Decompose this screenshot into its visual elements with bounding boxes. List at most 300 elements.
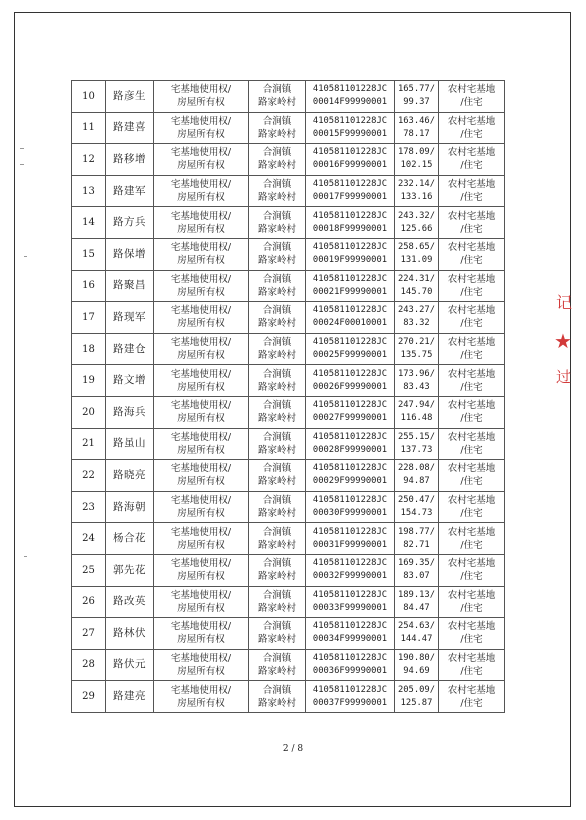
right-type-line: 宅基地使用权/ — [170, 589, 232, 601]
land-use-line: 农村宅基地 — [447, 115, 496, 127]
table-row — [72, 207, 505, 239]
right-type-line: 房屋所有权 — [177, 160, 225, 172]
right-type-line: 宅基地使用权/ — [170, 495, 232, 507]
unit-code-line: 00030F99990001 — [312, 508, 388, 519]
table-row — [72, 460, 505, 492]
area-line: 258.65/ — [397, 242, 436, 253]
location-line: 路家岭村 — [257, 508, 296, 520]
right-type-line: 房屋所有权 — [177, 444, 225, 456]
location-cell — [249, 554, 306, 586]
location-line: 路家岭村 — [257, 350, 296, 362]
right-type-cell — [154, 302, 249, 334]
right-type-line: 宅基地使用权/ — [170, 115, 232, 127]
location-cell — [249, 333, 306, 365]
area-line: 99.37 — [403, 97, 430, 108]
owner-name-cell: 路建亮 — [106, 681, 154, 713]
land-use-line: /住宅 — [460, 508, 483, 520]
table-row — [72, 428, 505, 460]
unit-code-line: 00017F99990001 — [312, 192, 388, 203]
right-type-cell — [154, 460, 249, 492]
right-type-line: 房屋所有权 — [177, 286, 225, 298]
location-cell — [249, 365, 306, 397]
owner-name-cell: 路保增 — [106, 238, 154, 270]
right-type-line: 房屋所有权 — [177, 634, 225, 646]
location-line: 合涧镇 — [262, 368, 292, 380]
unit-code-cell — [306, 81, 395, 113]
right-type-line: 房屋所有权 — [177, 223, 225, 235]
location-line: 路家岭村 — [257, 665, 296, 677]
location-line: 合涧镇 — [262, 179, 292, 191]
scan-speck — [20, 164, 24, 165]
right-type-line: 宅基地使用权/ — [170, 305, 232, 317]
scan-speck — [24, 556, 27, 557]
unit-code-cell — [306, 428, 395, 460]
owner-name-cell: 路彦生 — [106, 81, 154, 113]
location-line: 路家岭村 — [257, 223, 296, 235]
unit-code-line: 00037F99990001 — [312, 697, 388, 708]
right-type-cell — [154, 523, 249, 555]
area-cell — [395, 207, 439, 239]
area-cell — [395, 238, 439, 270]
land-use-cell — [439, 523, 505, 555]
land-use-line: /住宅 — [460, 97, 483, 109]
row-number-cell: 20 — [72, 396, 106, 428]
land-use-cell — [439, 460, 505, 492]
unit-code-cell — [306, 207, 395, 239]
location-line: 路家岭村 — [257, 128, 296, 140]
row-number-cell: 19 — [72, 365, 106, 397]
location-line: 路家岭村 — [257, 413, 296, 425]
land-use-line: 农村宅基地 — [447, 179, 496, 191]
land-use-cell — [439, 81, 505, 113]
area-line: 178.09/ — [397, 147, 436, 158]
table-row — [72, 523, 505, 555]
area-cell — [395, 144, 439, 176]
location-line: 合涧镇 — [262, 558, 292, 570]
location-line: 路家岭村 — [257, 160, 296, 172]
right-type-cell — [154, 112, 249, 144]
unit-code-cell — [306, 238, 395, 270]
land-use-line: /住宅 — [460, 602, 483, 614]
red-seal-fragment — [548, 286, 576, 386]
area-line: 189.13/ — [397, 589, 436, 600]
land-use-line: 农村宅基地 — [447, 463, 496, 475]
area-line: 116.48 — [400, 413, 433, 424]
right-type-line: 宅基地使用权/ — [170, 210, 232, 222]
area-line: 243.27/ — [397, 305, 436, 316]
area-line: 135.75 — [400, 350, 433, 361]
right-type-line: 宅基地使用权/ — [170, 558, 232, 570]
table-body — [72, 81, 505, 713]
area-line: 250.47/ — [397, 495, 436, 506]
location-line: 合涧镇 — [262, 305, 292, 317]
area-cell — [395, 491, 439, 523]
right-type-cell — [154, 365, 249, 397]
unit-code-cell — [306, 144, 395, 176]
unit-code-cell — [306, 460, 395, 492]
area-cell — [395, 175, 439, 207]
area-line: 131.09 — [400, 255, 433, 266]
owner-name-cell: 路改英 — [106, 586, 154, 618]
land-use-line: /住宅 — [460, 192, 483, 204]
unit-code-line: 00016F99990001 — [312, 160, 388, 171]
right-type-line: 宅基地使用权/ — [170, 147, 232, 159]
right-type-line: 房屋所有权 — [177, 571, 225, 583]
unit-code-line: 00014F99990001 — [312, 97, 388, 108]
location-line: 合涧镇 — [262, 589, 292, 601]
right-type-line: 宅基地使用权/ — [170, 84, 232, 96]
land-use-cell — [439, 270, 505, 302]
right-type-line: 宅基地使用权/ — [170, 621, 232, 633]
scan-speck — [20, 148, 24, 149]
area-cell — [395, 681, 439, 713]
area-cell — [395, 649, 439, 681]
land-use-line: 农村宅基地 — [447, 558, 496, 570]
unit-code-line: 00019F99990001 — [312, 255, 388, 266]
unit-code-line: 410581101228JC — [312, 526, 388, 537]
right-type-line: 宅基地使用权/ — [170, 431, 232, 443]
unit-code-line: 410581101228JC — [312, 463, 388, 474]
land-use-line: 农村宅基地 — [447, 652, 496, 664]
row-number-cell: 23 — [72, 491, 106, 523]
table-row — [72, 112, 505, 144]
unit-code-line: 00015F99990001 — [312, 128, 388, 139]
table-row — [72, 681, 505, 713]
row-number-cell: 11 — [72, 112, 106, 144]
land-use-line: /住宅 — [460, 665, 483, 677]
unit-code-line: 410581101228JC — [312, 495, 388, 506]
table-row — [72, 365, 505, 397]
unit-code-line: 00027F99990001 — [312, 413, 388, 424]
land-use-cell — [439, 681, 505, 713]
unit-code-cell — [306, 649, 395, 681]
seal-character: 记 — [556, 293, 573, 312]
location-line: 合涧镇 — [262, 337, 292, 349]
owner-name-cell: 路现军 — [106, 302, 154, 334]
row-number-cell: 17 — [72, 302, 106, 334]
area-line: 243.32/ — [397, 210, 436, 221]
right-type-line: 宅基地使用权/ — [170, 242, 232, 254]
land-use-cell — [439, 207, 505, 239]
area-cell — [395, 302, 439, 334]
right-type-cell — [154, 144, 249, 176]
row-number-cell: 28 — [72, 649, 106, 681]
right-type-line: 宅基地使用权/ — [170, 463, 232, 475]
land-use-line: /住宅 — [460, 444, 483, 456]
area-cell — [395, 523, 439, 555]
unit-code-line: 00018F99990001 — [312, 223, 388, 234]
row-number-cell: 10 — [72, 81, 106, 113]
location-cell — [249, 270, 306, 302]
unit-code-cell — [306, 112, 395, 144]
area-line: 94.69 — [403, 665, 430, 676]
land-use-cell — [439, 112, 505, 144]
right-type-line: 房屋所有权 — [177, 539, 225, 551]
right-type-cell — [154, 175, 249, 207]
area-line: 173.96/ — [397, 368, 436, 379]
land-use-line: /住宅 — [460, 286, 483, 298]
property-rights-table — [71, 80, 505, 713]
table-row — [72, 238, 505, 270]
right-type-line: 房屋所有权 — [177, 350, 225, 362]
location-cell — [249, 238, 306, 270]
row-number-cell: 15 — [72, 238, 106, 270]
area-cell — [395, 618, 439, 650]
owner-name-cell: 路移增 — [106, 144, 154, 176]
area-line: 102.15 — [400, 160, 433, 171]
right-type-line: 房屋所有权 — [177, 508, 225, 520]
land-use-line: 农村宅基地 — [447, 305, 496, 317]
unit-code-line: 410581101228JC — [312, 242, 388, 253]
row-number-cell: 25 — [72, 554, 106, 586]
location-line: 路家岭村 — [257, 697, 296, 709]
land-use-line: 农村宅基地 — [447, 495, 496, 507]
area-line: 83.43 — [403, 381, 430, 392]
owner-name-cell: 路文增 — [106, 365, 154, 397]
unit-code-cell — [306, 396, 395, 428]
owner-name-cell: 路海兵 — [106, 396, 154, 428]
area-line: 78.17 — [403, 128, 430, 139]
unit-code-line: 00034F99990001 — [312, 634, 388, 645]
land-use-cell — [439, 586, 505, 618]
unit-code-line: 410581101228JC — [312, 337, 388, 348]
right-type-cell — [154, 681, 249, 713]
owner-name-cell: 杨合花 — [106, 523, 154, 555]
unit-code-line: 410581101228JC — [312, 115, 388, 126]
location-cell — [249, 207, 306, 239]
owner-name-cell: 路晓亮 — [106, 460, 154, 492]
table-row — [72, 81, 505, 113]
land-use-cell — [439, 302, 505, 334]
owner-name-cell: 郭先花 — [106, 554, 154, 586]
land-use-line: /住宅 — [460, 255, 483, 267]
right-type-cell — [154, 396, 249, 428]
location-line: 路家岭村 — [257, 286, 296, 298]
land-use-line: 农村宅基地 — [447, 684, 496, 696]
location-cell — [249, 491, 306, 523]
location-line: 合涧镇 — [262, 210, 292, 222]
right-type-line: 宅基地使用权/ — [170, 526, 232, 538]
location-cell — [249, 112, 306, 144]
unit-code-line: 00031F99990001 — [312, 539, 388, 550]
unit-code-cell — [306, 491, 395, 523]
table-row — [72, 396, 505, 428]
land-use-line: /住宅 — [460, 476, 483, 488]
table-row — [72, 554, 505, 586]
area-cell — [395, 333, 439, 365]
location-line: 路家岭村 — [257, 255, 296, 267]
land-use-cell — [439, 396, 505, 428]
location-line: 合涧镇 — [262, 495, 292, 507]
right-type-line: 宅基地使用权/ — [170, 273, 232, 285]
land-use-line: 农村宅基地 — [447, 84, 496, 96]
area-line: 145.70 — [400, 286, 433, 297]
land-use-line: /住宅 — [460, 697, 483, 709]
area-cell — [395, 460, 439, 492]
location-line: 合涧镇 — [262, 147, 292, 159]
row-number-cell: 21 — [72, 428, 106, 460]
unit-code-cell — [306, 681, 395, 713]
unit-code-line: 410581101228JC — [312, 84, 388, 95]
row-number-cell: 27 — [72, 618, 106, 650]
location-line: 路家岭村 — [257, 539, 296, 551]
unit-code-line: 410581101228JC — [312, 621, 388, 632]
unit-code-line: 00026F99990001 — [312, 381, 388, 392]
area-cell — [395, 586, 439, 618]
right-type-line: 宅基地使用权/ — [170, 337, 232, 349]
unit-code-line: 410581101228JC — [312, 147, 388, 158]
table-row — [72, 618, 505, 650]
unit-code-cell — [306, 333, 395, 365]
right-type-line: 房屋所有权 — [177, 318, 225, 330]
location-cell — [249, 144, 306, 176]
land-use-cell — [439, 175, 505, 207]
right-type-cell — [154, 333, 249, 365]
land-use-cell — [439, 618, 505, 650]
row-number-cell: 12 — [72, 144, 106, 176]
table-row — [72, 649, 505, 681]
scan-speck — [24, 256, 27, 257]
unit-code-line: 00036F99990001 — [312, 665, 388, 676]
unit-code-line: 00032F99990001 — [312, 571, 388, 582]
owner-name-cell: 路聚昌 — [106, 270, 154, 302]
location-cell — [249, 460, 306, 492]
location-line: 路家岭村 — [257, 444, 296, 456]
area-line: 82.71 — [403, 539, 430, 550]
unit-code-line: 410581101228JC — [312, 179, 388, 190]
area-line: 125.87 — [400, 697, 433, 708]
land-use-cell — [439, 428, 505, 460]
land-use-line: /住宅 — [460, 350, 483, 362]
location-line: 路家岭村 — [257, 381, 296, 393]
area-cell — [395, 396, 439, 428]
area-cell — [395, 554, 439, 586]
right-type-line: 宅基地使用权/ — [170, 400, 232, 412]
unit-code-line: 410581101228JC — [312, 558, 388, 569]
row-number-cell: 16 — [72, 270, 106, 302]
land-use-line: 农村宅基地 — [447, 242, 496, 254]
unit-code-line: 410581101228JC — [312, 652, 388, 663]
unit-code-cell — [306, 175, 395, 207]
right-type-line: 房屋所有权 — [177, 128, 225, 140]
owner-name-cell: 路海朝 — [106, 491, 154, 523]
unit-code-cell — [306, 270, 395, 302]
area-line: 205.09/ — [397, 684, 436, 695]
location-line: 合涧镇 — [262, 273, 292, 285]
area-cell — [395, 428, 439, 460]
area-cell — [395, 365, 439, 397]
unit-code-cell — [306, 554, 395, 586]
unit-code-line: 00029F99990001 — [312, 476, 388, 487]
unit-code-line: 410581101228JC — [312, 684, 388, 695]
unit-code-line: 410581101228JC — [312, 400, 388, 411]
location-line: 合涧镇 — [262, 242, 292, 254]
table-row — [72, 175, 505, 207]
unit-code-line: 410581101228JC — [312, 305, 388, 316]
right-type-line: 宅基地使用权/ — [170, 368, 232, 380]
location-cell — [249, 586, 306, 618]
location-line: 合涧镇 — [262, 115, 292, 127]
area-line: 133.16 — [400, 192, 433, 203]
area-line: 154.73 — [400, 508, 433, 519]
area-line: 144.47 — [400, 634, 433, 645]
table-row — [72, 491, 505, 523]
location-line: 合涧镇 — [262, 652, 292, 664]
land-use-line: 农村宅基地 — [447, 589, 496, 601]
row-number-cell: 13 — [72, 175, 106, 207]
right-type-cell — [154, 207, 249, 239]
right-type-line: 宅基地使用权/ — [170, 179, 232, 191]
table-row — [72, 333, 505, 365]
right-type-cell — [154, 238, 249, 270]
row-number-cell: 24 — [72, 523, 106, 555]
land-use-line: /住宅 — [460, 160, 483, 172]
table-row — [72, 302, 505, 334]
location-line: 路家岭村 — [257, 634, 296, 646]
land-use-cell — [439, 491, 505, 523]
location-line: 合涧镇 — [262, 526, 292, 538]
unit-code-cell — [306, 523, 395, 555]
location-line: 路家岭村 — [257, 476, 296, 488]
row-number-cell: 22 — [72, 460, 106, 492]
right-type-cell — [154, 428, 249, 460]
right-type-cell — [154, 554, 249, 586]
unit-code-cell — [306, 618, 395, 650]
right-type-cell — [154, 81, 249, 113]
area-line: 165.77/ — [397, 84, 436, 95]
right-type-cell — [154, 270, 249, 302]
row-number-cell: 14 — [72, 207, 106, 239]
area-line: 232.14/ — [397, 179, 436, 190]
area-line: 94.87 — [403, 476, 430, 487]
land-use-cell — [439, 238, 505, 270]
location-cell — [249, 523, 306, 555]
area-line: 84.47 — [403, 602, 430, 613]
location-cell — [249, 428, 306, 460]
unit-code-line: 410581101228JC — [312, 210, 388, 221]
land-use-cell — [439, 333, 505, 365]
land-use-line: 农村宅基地 — [447, 273, 496, 285]
area-line: 125.66 — [400, 223, 433, 234]
area-line: 224.31/ — [397, 273, 436, 284]
land-use-line: /住宅 — [460, 128, 483, 140]
land-use-cell — [439, 649, 505, 681]
right-type-line: 宅基地使用权/ — [170, 684, 232, 696]
location-line: 路家岭村 — [257, 571, 296, 583]
land-use-line: 农村宅基地 — [447, 526, 496, 538]
right-type-line: 房屋所有权 — [177, 255, 225, 267]
land-use-cell — [439, 365, 505, 397]
land-use-line: /住宅 — [460, 381, 483, 393]
area-line: 198.77/ — [397, 526, 436, 537]
owner-name-cell: 路伏元 — [106, 649, 154, 681]
area-line: 254.63/ — [397, 621, 436, 632]
right-type-line: 宅基地使用权/ — [170, 652, 232, 664]
land-use-line: /住宅 — [460, 539, 483, 551]
right-type-line: 房屋所有权 — [177, 413, 225, 425]
land-use-line: 农村宅基地 — [447, 621, 496, 633]
location-line: 路家岭村 — [257, 318, 296, 330]
land-use-line: /住宅 — [460, 413, 483, 425]
area-line: 270.21/ — [397, 337, 436, 348]
seal-character: 过 — [556, 368, 572, 386]
unit-code-cell — [306, 586, 395, 618]
area-line: 247.94/ — [397, 400, 436, 411]
land-use-cell — [439, 554, 505, 586]
land-use-line: 农村宅基地 — [447, 368, 496, 380]
land-use-line: 农村宅基地 — [447, 210, 496, 222]
unit-code-line: 00033F99990001 — [312, 602, 388, 613]
